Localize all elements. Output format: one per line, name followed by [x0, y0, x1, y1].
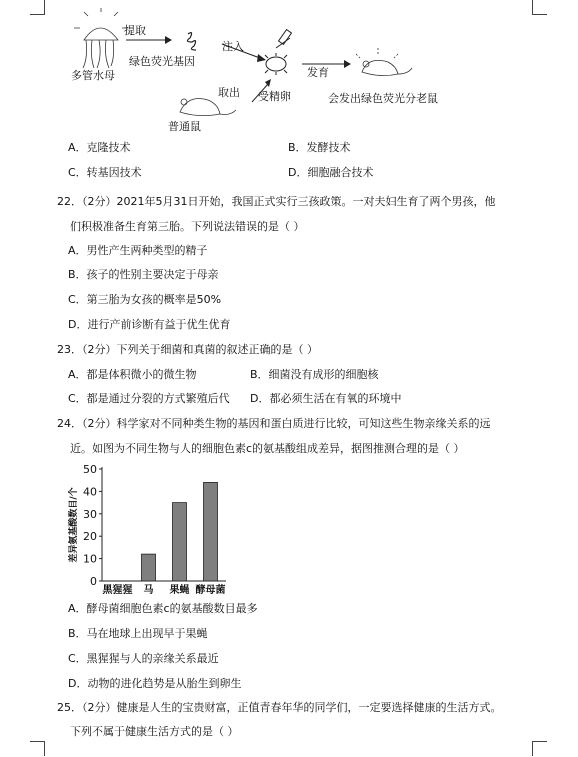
- label-glowing-mouse: 会发出绿色荧光分老鼠: [328, 92, 438, 105]
- y-tick-label: 30: [83, 507, 97, 521]
- bar-3: [204, 482, 218, 581]
- label-mouse: 普通鼠: [168, 120, 201, 133]
- y-tick-label: 10: [83, 552, 97, 566]
- q21-option-b: B．发酵技术: [288, 141, 351, 154]
- bar-2: [173, 503, 187, 581]
- q23-stem: 23．（2分）下列关于细菌和真菌的叙述正确的是（ ）: [57, 343, 318, 356]
- q23-option-d: D．都必须生活在有氧的环境中: [250, 392, 402, 405]
- label-gene: 绿色荧光基因: [129, 55, 195, 68]
- y-tick-label: 40: [83, 485, 97, 499]
- chart-svg: [66, 459, 236, 601]
- q23-option-c: C．都是通过分裂的方式繁殖后代: [68, 392, 230, 405]
- q24-option-d: D．动物的进化趋势是从胎生到卵生: [68, 677, 242, 690]
- label-take-out: 取出: [218, 86, 240, 99]
- label-egg: 受精卵: [258, 90, 291, 103]
- jellyfish-illustration: [74, 8, 128, 68]
- q22-stem-line2: 们积极准备生育第三胎。下列说法错误的是（ ）: [70, 220, 305, 233]
- mouse-illustration: [180, 99, 236, 116]
- q24-option-c: C．黑猩猩与人的亲缘关系最近: [68, 652, 219, 665]
- y-tick-label: 50: [83, 463, 97, 476]
- q24-option-a: A．酵母菌细胞色素c的氨基酸数目最多: [68, 602, 258, 615]
- q21-option-d: D．细胞融合技术: [288, 166, 374, 179]
- q25-stem-line2: 下列不属于健康生活方式的是（ ）: [70, 725, 239, 738]
- x-tick-label: 酵母菌: [195, 585, 226, 596]
- y-axis-title: 差异氨基酸数目/个: [69, 487, 79, 563]
- label-jellyfish: 多管水母: [71, 69, 115, 82]
- diagram-figure: [62, 4, 462, 136]
- bar-1: [142, 554, 156, 581]
- crop-mark-bottom-left: [30, 741, 45, 756]
- transgenic-process-diagram: [62, 4, 462, 136]
- q22-option-d: D．进行产前诊断有益于优生优育: [68, 318, 231, 331]
- glowing-mouse-illustration: [356, 48, 412, 76]
- crop-mark-bottom-right: [532, 741, 547, 756]
- y-tick-label: 20: [83, 530, 97, 544]
- q22-stem-line1: 22．（2分）2021年5月31日开始，我国正式实行三孩政策。一对夫妇生育了两个男孩，他: [57, 195, 496, 208]
- q25-stem-line1: 25．（2分）健康是人生的宝贵财富，正值青春年华的同学们，一定要选择健康的生活方式。: [57, 701, 502, 714]
- x-tick-label: 黑猩猩: [102, 585, 133, 596]
- y-tick-label: 0: [90, 575, 97, 588]
- q23-option-b: B．细菌没有成形的细胞核: [250, 368, 379, 381]
- q21-option-c: C．转基因技术: [68, 166, 142, 179]
- q23-option-a: A．都是体积微小的微生物: [68, 368, 197, 381]
- x-tick-label: 马: [143, 585, 154, 596]
- q22-option-a: A．男性产生两种类型的精子: [68, 244, 208, 257]
- label-develop: 发育: [307, 66, 329, 79]
- q24-stem-line1: 24．（2分）科学家对不同种类生物的基因和蛋白质进行比较，可知这些生物亲缘关系的远: [57, 417, 491, 430]
- egg-illustration: [265, 53, 287, 75]
- q22-option-b: B．孩子的性别主要决定于母亲: [68, 268, 219, 281]
- q24-stem-line2: 近。如图为不同生物与人的细胞色素c的氨基酸组成差异，据图推测合理的是（ ）: [70, 442, 465, 455]
- crop-mark-top-right: [532, 0, 547, 15]
- syringe-illustration: [276, 30, 291, 48]
- label-extract: 提取: [124, 24, 146, 37]
- gene-illustration: [187, 33, 196, 50]
- x-tick-label: 果蝇: [169, 585, 190, 596]
- label-inject: 注入: [222, 40, 244, 53]
- crop-mark-top-left: [30, 0, 45, 15]
- q24-option-b: B．马在地球上出现早于果蝇: [68, 627, 208, 640]
- q22-option-c: C．第三胎为女孩的概率是50%: [68, 293, 222, 306]
- q24-bar-chart: [66, 459, 236, 601]
- q21-option-a: A．克隆技术: [68, 141, 131, 154]
